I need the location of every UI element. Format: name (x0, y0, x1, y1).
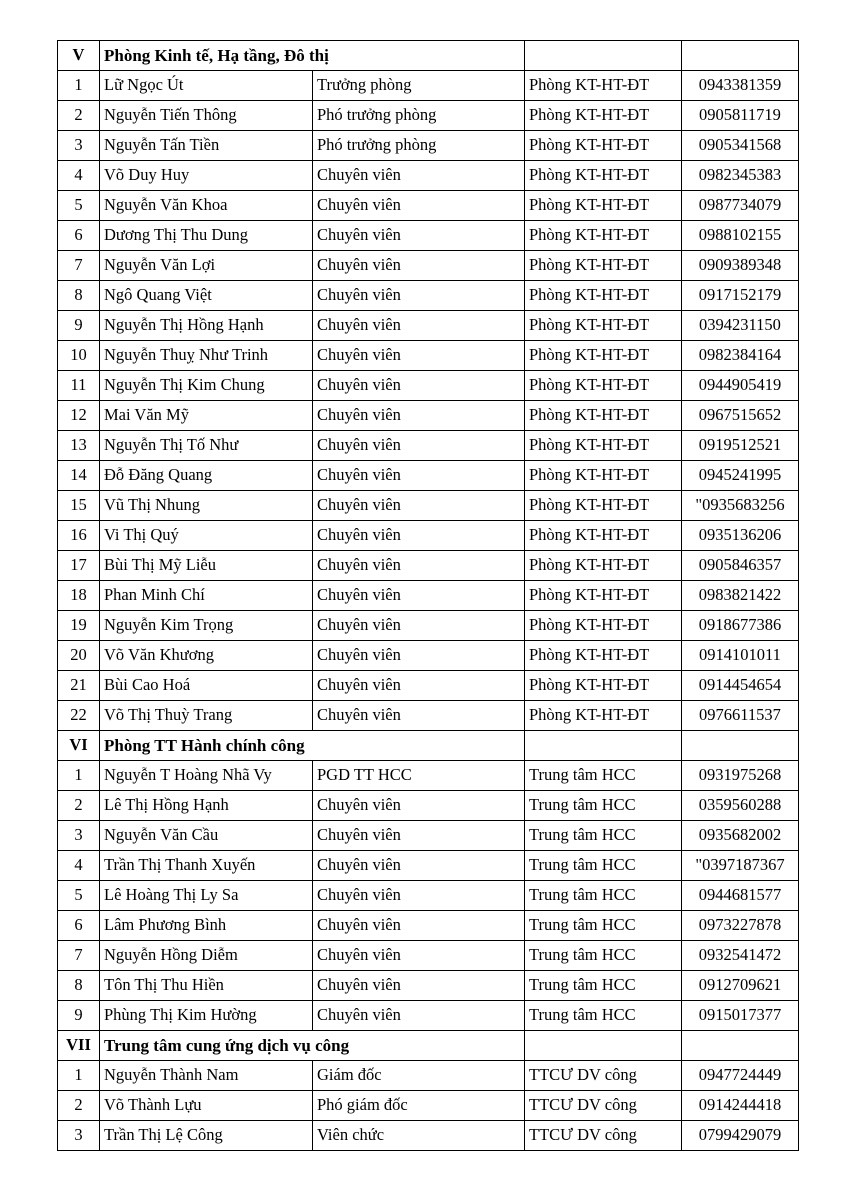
staff-name: Lữ Ngọc Út (100, 71, 313, 101)
staff-phone: 0947724449 (682, 1061, 799, 1091)
staff-phone: 0943381359 (682, 71, 799, 101)
staff-phone: 0935682002 (682, 821, 799, 851)
staff-unit: Phòng KT-HT-ĐT (525, 221, 682, 251)
section-title: Phòng TT Hành chính công (100, 731, 525, 761)
staff-unit: Phòng KT-HT-ĐT (525, 191, 682, 221)
row-number: 2 (58, 791, 100, 821)
staff-phone: 0944905419 (682, 371, 799, 401)
row-number: 21 (58, 671, 100, 701)
section-empty-cell (525, 731, 682, 761)
staff-unit: Trung tâm HCC (525, 971, 682, 1001)
staff-name: Vũ Thị Nhung (100, 491, 313, 521)
staff-unit: Trung tâm HCC (525, 881, 682, 911)
staff-name: Nguyễn Văn Lợi (100, 251, 313, 281)
staff-position: PGD TT HCC (313, 761, 525, 791)
staff-phone: 0914454654 (682, 671, 799, 701)
row-number: 8 (58, 281, 100, 311)
table-row (58, 521, 799, 551)
table-row (58, 941, 799, 971)
staff-position: Chuyên viên (313, 671, 525, 701)
staff-unit: Phòng KT-HT-ĐT (525, 401, 682, 431)
staff-name: Võ Thành Lựu (100, 1091, 313, 1121)
staff-position: Chuyên viên (313, 941, 525, 971)
staff-name: Nguyễn Hồng Diễm (100, 941, 313, 971)
row-number: 1 (58, 71, 100, 101)
staff-phone: 0973227878 (682, 911, 799, 941)
section-header-row (58, 731, 799, 761)
staff-phone: "0935683256 (682, 491, 799, 521)
staff-name: Nguyễn Tấn Tiền (100, 131, 313, 161)
staff-position: Chuyên viên (313, 461, 525, 491)
staff-position: Chuyên viên (313, 911, 525, 941)
staff-position: Chuyên viên (313, 161, 525, 191)
table-row (58, 851, 799, 881)
staff-unit: Phòng KT-HT-ĐT (525, 521, 682, 551)
staff-position: Chuyên viên (313, 1001, 525, 1031)
row-number: 5 (58, 191, 100, 221)
table-row (58, 71, 799, 101)
section-number: VII (58, 1031, 100, 1061)
table-row (58, 1001, 799, 1031)
row-number: 3 (58, 1121, 100, 1151)
staff-name: Nguyễn Thị Hồng Hạnh (100, 311, 313, 341)
staff-position: Chuyên viên (313, 401, 525, 431)
staff-phone: 0914244418 (682, 1091, 799, 1121)
section-title: Trung tâm cung ứng dịch vụ công (100, 1031, 525, 1061)
section-number: V (58, 41, 100, 71)
table-row (58, 761, 799, 791)
staff-position: Chuyên viên (313, 641, 525, 671)
staff-position: Chuyên viên (313, 701, 525, 731)
row-number: 11 (58, 371, 100, 401)
staff-name: Phùng Thị Kim Hường (100, 1001, 313, 1031)
staff-name: Trần Thị Lệ Công (100, 1121, 313, 1151)
staff-phone: 0905846357 (682, 551, 799, 581)
staff-unit: Phòng KT-HT-ĐT (525, 311, 682, 341)
staff-position: Chuyên viên (313, 281, 525, 311)
staff-position: Phó trưởng phòng (313, 101, 525, 131)
staff-position: Trưởng phòng (313, 71, 525, 101)
staff-position: Chuyên viên (313, 341, 525, 371)
row-number: 4 (58, 851, 100, 881)
row-number: 3 (58, 131, 100, 161)
staff-position: Chuyên viên (313, 851, 525, 881)
table-row (58, 491, 799, 521)
staff-unit: Phòng KT-HT-ĐT (525, 431, 682, 461)
table-row (58, 311, 799, 341)
staff-name: Lâm Phương Bình (100, 911, 313, 941)
section-title: Phòng Kinh tế, Hạ tầng, Đô thị (100, 41, 525, 71)
staff-unit: Phòng KT-HT-ĐT (525, 371, 682, 401)
staff-unit: Phòng KT-HT-ĐT (525, 641, 682, 671)
row-number: 20 (58, 641, 100, 671)
row-number: 22 (58, 701, 100, 731)
staff-phone: 0359560288 (682, 791, 799, 821)
row-number: 16 (58, 521, 100, 551)
staff-name: Nguyễn Kim Trọng (100, 611, 313, 641)
table-row (58, 431, 799, 461)
staff-name: Lê Hoàng Thị Ly Sa (100, 881, 313, 911)
table-row (58, 101, 799, 131)
section-header-row (58, 1031, 799, 1061)
row-number: 19 (58, 611, 100, 641)
staff-position: Chuyên viên (313, 581, 525, 611)
staff-name: Lê Thị Hồng Hạnh (100, 791, 313, 821)
staff-name: Bùi Thị Mỹ Liễu (100, 551, 313, 581)
staff-name: Nguyễn Thị Tố Như (100, 431, 313, 461)
table-row (58, 641, 799, 671)
row-number: 2 (58, 101, 100, 131)
staff-position: Chuyên viên (313, 521, 525, 551)
section-number: VI (58, 731, 100, 761)
row-number: 8 (58, 971, 100, 1001)
table-row (58, 581, 799, 611)
staff-name: Võ Thị Thuỳ Trang (100, 701, 313, 731)
row-number: 5 (58, 881, 100, 911)
row-number: 1 (58, 761, 100, 791)
staff-unit: Phòng KT-HT-ĐT (525, 71, 682, 101)
staff-position: Chuyên viên (313, 791, 525, 821)
staff-phone: 0918677386 (682, 611, 799, 641)
staff-position: Phó giám đốc (313, 1091, 525, 1121)
staff-directory-body (58, 41, 799, 1151)
staff-unit: Phòng KT-HT-ĐT (525, 671, 682, 701)
staff-position: Chuyên viên (313, 821, 525, 851)
staff-position: Chuyên viên (313, 251, 525, 281)
staff-position: Chuyên viên (313, 311, 525, 341)
staff-position: Chuyên viên (313, 551, 525, 581)
row-number: 12 (58, 401, 100, 431)
table-row (58, 281, 799, 311)
row-number: 10 (58, 341, 100, 371)
staff-phone: 0935136206 (682, 521, 799, 551)
staff-phone: 0988102155 (682, 221, 799, 251)
staff-phone: 0967515652 (682, 401, 799, 431)
row-number: 18 (58, 581, 100, 611)
table-row (58, 251, 799, 281)
staff-unit: Phòng KT-HT-ĐT (525, 581, 682, 611)
table-row (58, 371, 799, 401)
section-empty-cell (682, 731, 799, 761)
staff-phone: 0919512521 (682, 431, 799, 461)
staff-name: Phan Minh Chí (100, 581, 313, 611)
staff-unit: TTCƯ DV công (525, 1091, 682, 1121)
staff-phone: 0917152179 (682, 281, 799, 311)
staff-phone: 0905811719 (682, 101, 799, 131)
staff-unit: Phòng KT-HT-ĐT (525, 551, 682, 581)
staff-unit: Trung tâm HCC (525, 791, 682, 821)
row-number: 17 (58, 551, 100, 581)
staff-phone: 0931975268 (682, 761, 799, 791)
table-row (58, 791, 799, 821)
staff-unit: Phòng KT-HT-ĐT (525, 611, 682, 641)
staff-name: Nguyễn Văn Cầu (100, 821, 313, 851)
staff-unit: Phòng KT-HT-ĐT (525, 101, 682, 131)
staff-unit: Phòng KT-HT-ĐT (525, 461, 682, 491)
row-number: 9 (58, 311, 100, 341)
staff-position: Phó trưởng phòng (313, 131, 525, 161)
staff-unit: Trung tâm HCC (525, 761, 682, 791)
staff-name: Bùi Cao Hoá (100, 671, 313, 701)
staff-unit: Phòng KT-HT-ĐT (525, 131, 682, 161)
table-row (58, 671, 799, 701)
table-row (58, 461, 799, 491)
staff-name: Vi Thị Quý (100, 521, 313, 551)
staff-position: Chuyên viên (313, 221, 525, 251)
section-empty-cell (682, 41, 799, 71)
staff-phone: "0397187367 (682, 851, 799, 881)
staff-phone: 0987734079 (682, 191, 799, 221)
staff-position: Chuyên viên (313, 371, 525, 401)
staff-name: Dương Thị Thu Dung (100, 221, 313, 251)
staff-phone: 0982345383 (682, 161, 799, 191)
staff-name: Mai Văn Mỹ (100, 401, 313, 431)
staff-name: Võ Duy Huy (100, 161, 313, 191)
staff-name: Nguyễn Thành Nam (100, 1061, 313, 1091)
staff-unit: Phòng KT-HT-ĐT (525, 281, 682, 311)
table-row (58, 341, 799, 371)
row-number: 15 (58, 491, 100, 521)
staff-position: Giám đốc (313, 1061, 525, 1091)
staff-unit: Trung tâm HCC (525, 851, 682, 881)
row-number: 9 (58, 1001, 100, 1031)
row-number: 6 (58, 221, 100, 251)
row-number: 7 (58, 251, 100, 281)
staff-name: Nguyễn Thị Kim Chung (100, 371, 313, 401)
staff-phone: 0944681577 (682, 881, 799, 911)
staff-unit: Trung tâm HCC (525, 821, 682, 851)
table-row (58, 881, 799, 911)
table-row (58, 821, 799, 851)
staff-unit: TTCƯ DV công (525, 1121, 682, 1151)
staff-unit: Phòng KT-HT-ĐT (525, 251, 682, 281)
staff-unit: TTCƯ DV công (525, 1061, 682, 1091)
staff-phone: 0982384164 (682, 341, 799, 371)
staff-phone: 0912709621 (682, 971, 799, 1001)
staff-phone: 0905341568 (682, 131, 799, 161)
staff-position: Chuyên viên (313, 611, 525, 641)
row-number: 13 (58, 431, 100, 461)
table-row (58, 701, 799, 731)
table-row (58, 911, 799, 941)
staff-name: Võ Văn Khương (100, 641, 313, 671)
staff-position: Viên chức (313, 1121, 525, 1151)
staff-phone: 0932541472 (682, 941, 799, 971)
staff-phone: 0909389348 (682, 251, 799, 281)
table-row (58, 221, 799, 251)
section-empty-cell (525, 1031, 682, 1061)
staff-unit: Trung tâm HCC (525, 1001, 682, 1031)
staff-position: Chuyên viên (313, 971, 525, 1001)
staff-phone: 0945241995 (682, 461, 799, 491)
staff-name: Nguyễn Thuỵ Như Trinh (100, 341, 313, 371)
row-number: 2 (58, 1091, 100, 1121)
staff-position: Chuyên viên (313, 191, 525, 221)
staff-name: Nguyễn Văn Khoa (100, 191, 313, 221)
row-number: 6 (58, 911, 100, 941)
staff-name: Ngô Quang Việt (100, 281, 313, 311)
staff-phone: 0983821422 (682, 581, 799, 611)
staff-unit: Phòng KT-HT-ĐT (525, 341, 682, 371)
staff-name: Nguyễn Tiến Thông (100, 101, 313, 131)
row-number: 4 (58, 161, 100, 191)
staff-unit: Phòng KT-HT-ĐT (525, 161, 682, 191)
staff-phone: 0914101011 (682, 641, 799, 671)
table-row (58, 1061, 799, 1091)
table-row (58, 1091, 799, 1121)
staff-position: Chuyên viên (313, 431, 525, 461)
staff-phone: 0394231150 (682, 311, 799, 341)
staff-name: Trần Thị Thanh Xuyến (100, 851, 313, 881)
table-row (58, 401, 799, 431)
section-empty-cell (525, 41, 682, 71)
staff-name: Tôn Thị Thu Hiền (100, 971, 313, 1001)
table-row (58, 131, 799, 161)
table-row (58, 551, 799, 581)
staff-directory-table (57, 40, 799, 1151)
staff-phone: 0915017377 (682, 1001, 799, 1031)
staff-position: Chuyên viên (313, 881, 525, 911)
staff-unit: Trung tâm HCC (525, 941, 682, 971)
row-number: 3 (58, 821, 100, 851)
staff-phone: 0976611537 (682, 701, 799, 731)
table-row (58, 191, 799, 221)
table-row (58, 971, 799, 1001)
staff-name: Đỗ Đăng Quang (100, 461, 313, 491)
section-empty-cell (682, 1031, 799, 1061)
section-header-row (58, 41, 799, 71)
row-number: 1 (58, 1061, 100, 1091)
row-number: 14 (58, 461, 100, 491)
staff-name: Nguyễn T Hoàng Nhã Vy (100, 761, 313, 791)
table-row (58, 611, 799, 641)
staff-unit: Phòng KT-HT-ĐT (525, 701, 682, 731)
row-number: 7 (58, 941, 100, 971)
table-row (58, 1121, 799, 1151)
table-row (58, 161, 799, 191)
staff-unit: Phòng KT-HT-ĐT (525, 491, 682, 521)
staff-unit: Trung tâm HCC (525, 911, 682, 941)
staff-phone: 0799429079 (682, 1121, 799, 1151)
staff-position: Chuyên viên (313, 491, 525, 521)
